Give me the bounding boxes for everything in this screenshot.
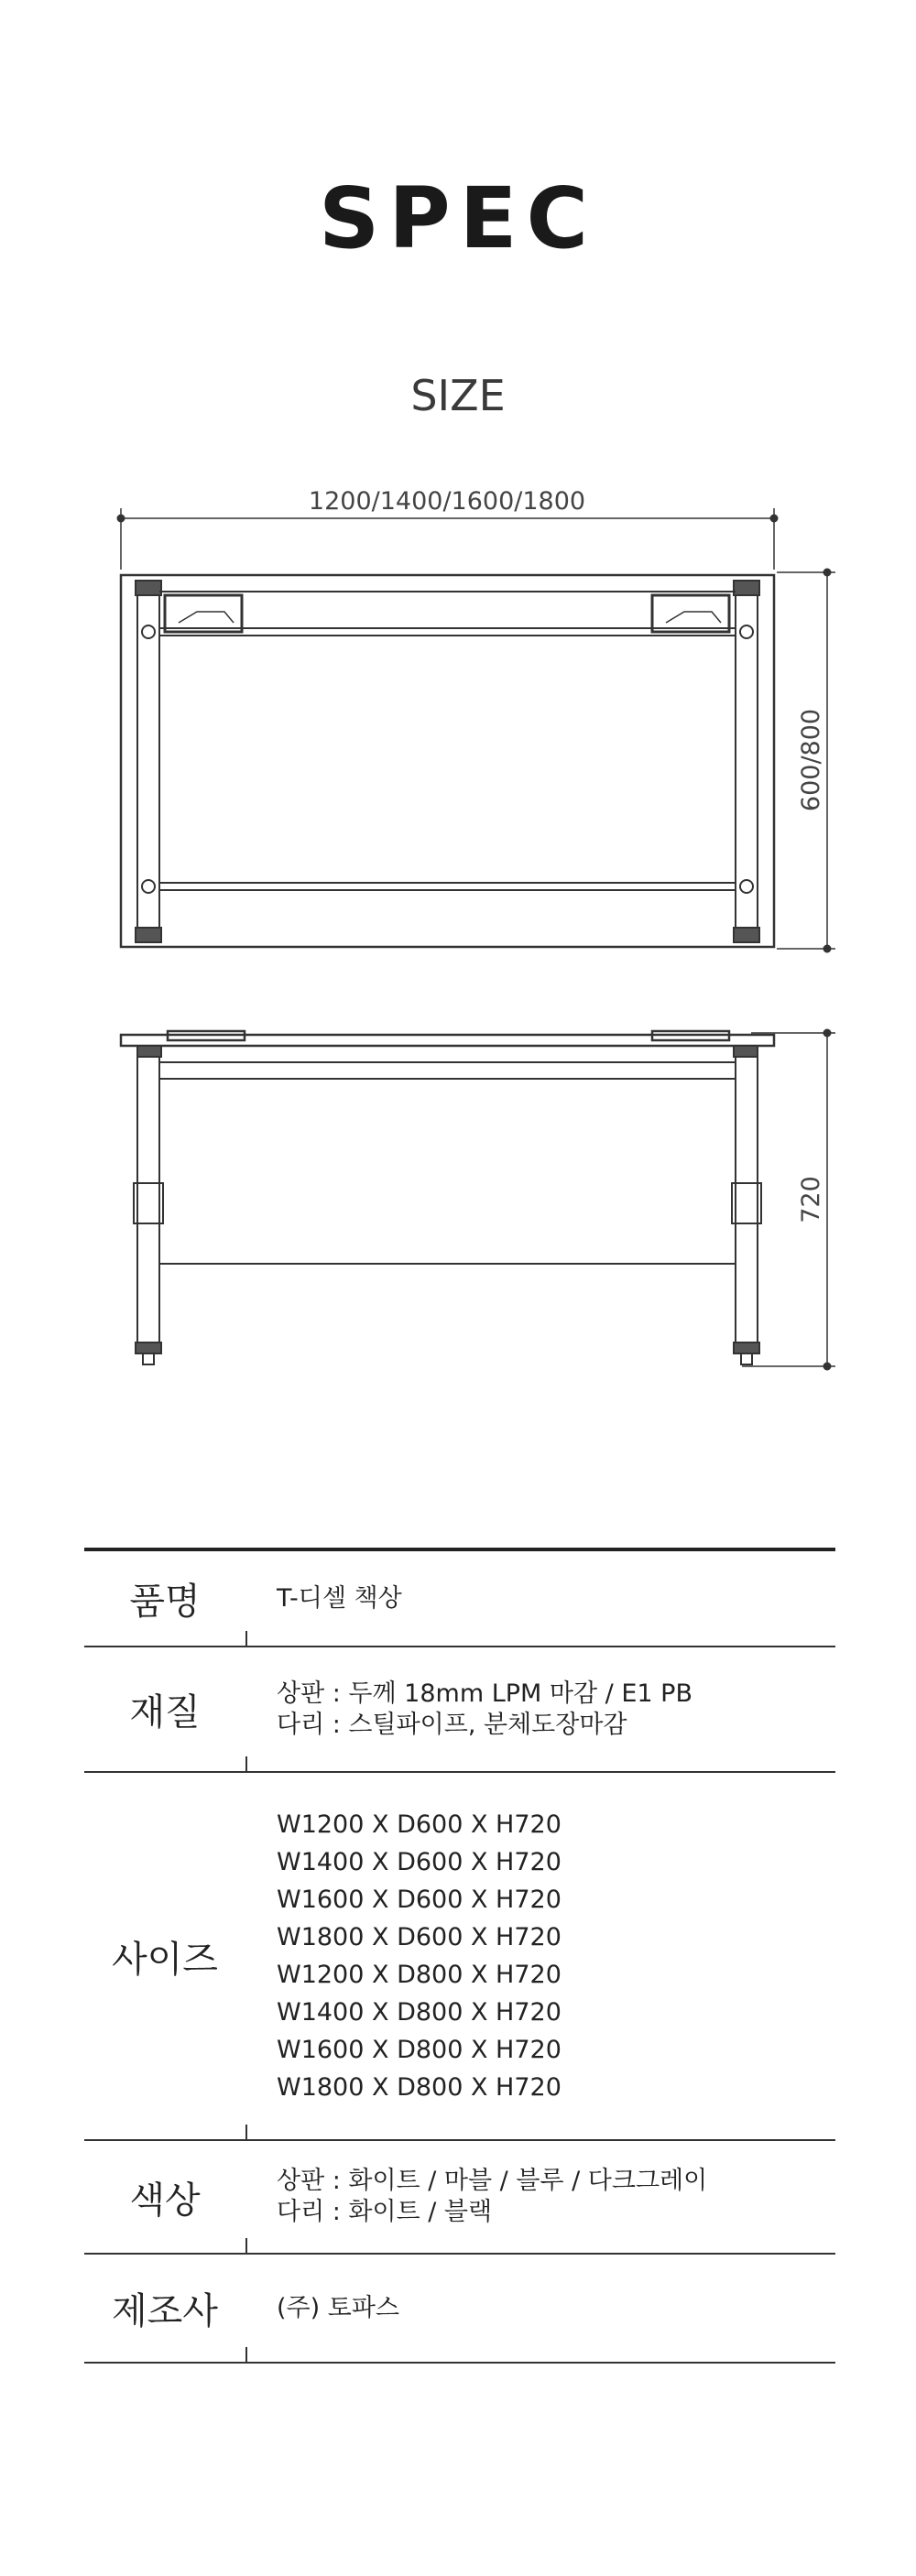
- spec-table: [84, 1548, 835, 2364]
- spec-value-line: T-디셀 책상: [277, 1583, 402, 1613]
- top-view: [118, 508, 836, 952]
- spec-value-line: 상판 : 화이트 / 마블 / 블루 / 다크그레이: [277, 2167, 708, 2195]
- spec-row-label: 재질: [129, 1691, 201, 1734]
- spec-row-label: 제조사: [112, 2290, 218, 2332]
- spec-value-line: W1200 X D800 X H720: [277, 1961, 562, 1989]
- spec-value-line: 다리 : 화이트 / 블랙: [277, 2198, 493, 2226]
- spec-row-material: [84, 1647, 835, 1773]
- spec-row-value: [277, 1773, 835, 2139]
- row-divider-tick: [245, 2125, 247, 2139]
- page-title: SPEC: [318, 169, 598, 267]
- front-view: [121, 1030, 835, 1370]
- spec-value-line: W1800 X D600 X H720: [277, 1923, 562, 1951]
- spec-row-product-name: [84, 1548, 835, 1647]
- spec-row-manufacturer: [84, 2255, 835, 2364]
- spec-value-line: W1200 X D600 X H720: [277, 1810, 562, 1839]
- spec-row-color: [84, 2141, 835, 2255]
- spec-value-line: W1600 X D800 X H720: [277, 2036, 562, 2064]
- spec-value-line: W1400 X D600 X H720: [277, 1848, 562, 1876]
- depth-dimension-label: 600/800: [797, 708, 825, 812]
- height-dimension-label: 720: [797, 1176, 825, 1223]
- spec-value-line: (주) 토파스: [277, 2293, 399, 2322]
- row-divider-tick: [245, 2238, 247, 2253]
- section-subtitle: SIZE: [410, 371, 506, 420]
- spec-value-line: 상판 : 두께 18mm LPM 마감 / E1 PB: [277, 1679, 692, 1708]
- row-divider-tick: [245, 2347, 247, 2362]
- row-divider-tick: [245, 1756, 247, 1771]
- spec-row-value: [277, 1647, 835, 1771]
- spec-row-label: 색상: [129, 2179, 201, 2222]
- spec-value-line: 다리 : 스틸파이프, 분체도장마감: [277, 1710, 627, 1739]
- spec-row-sizes: [84, 1773, 835, 2141]
- width-dimension-label: 1200/1400/1600/1800: [308, 487, 586, 516]
- spec-value-line: W1400 X D800 X H720: [277, 1998, 562, 2027]
- spec-value-line: W1600 X D600 X H720: [277, 1886, 562, 1914]
- spec-row-value: [277, 2141, 835, 2253]
- spec-row-value: [277, 1551, 835, 1646]
- spec-row-label: 품명: [129, 1581, 201, 1623]
- spec-row-label: 사이즈: [112, 1938, 218, 1981]
- spec-row-value: [277, 2255, 835, 2362]
- spec-value-line: W1800 X D800 X H720: [277, 2073, 562, 2102]
- row-divider-tick: [245, 1631, 247, 1646]
